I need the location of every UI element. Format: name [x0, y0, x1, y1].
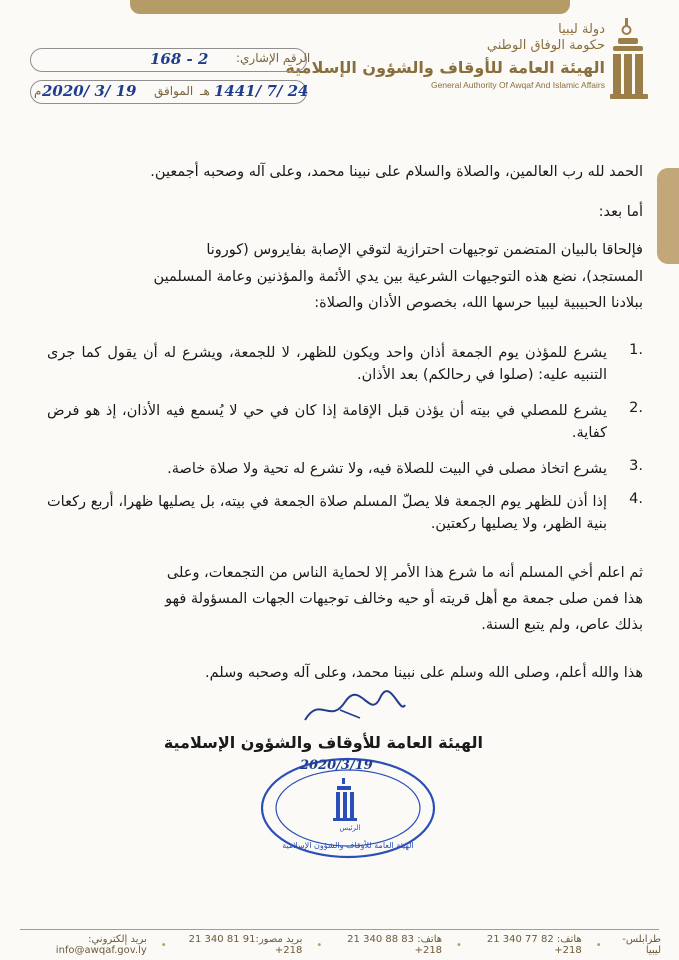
agreement-label: الموافق — [154, 84, 194, 98]
footer-separator: • — [595, 939, 602, 951]
list-item: يشرع للمؤذن يوم الجمعة أذان واحد ويكون للظهر، لا للجمعة، ويشرع له أن يقول كما جرى التنبيه عليه: (صلوا في رحالكم) بعد الأذان. — [47, 345, 607, 383]
handwritten-signature — [300, 690, 410, 730]
org-authority-name-english: General Authority Of Awqaf And Islamic Affairs — [430, 80, 605, 90]
gregorian-date-value: 2020/ 3/ 19 — [42, 82, 137, 100]
stamp-role: الرئيس — [339, 824, 361, 832]
amma-baad: أما بعد: — [598, 204, 643, 220]
closing-line-2: هذا فمن صلى جمعة مع أهل قريته أو حيه وخالف توجيهات الجهات المسؤولة فهو — [165, 591, 643, 607]
stamp-org: الهيئة العامة للأوقاف والشؤون الإسلامية — [282, 841, 414, 850]
hijri-suffix: هـ — [200, 84, 210, 98]
top-decorative-band — [130, 0, 570, 14]
list-item: إذا أذن للظهر يوم الجمعة فلا يصلّ المسلم صلاة الجمعة في بيته، بل يصليها ظهرا، أربع ركعات بنية الظهر، ولا يصليها ركعتين. — [47, 494, 607, 532]
org-country: دولة ليبيا — [558, 22, 605, 37]
gregorian-suffix: م — [34, 84, 42, 98]
closing-line-3: بذلك عاص، ولم يتبع السنة. — [481, 617, 643, 633]
reference-number-value: 168 - 2 — [150, 50, 209, 68]
awqaf-logo-icon — [610, 18, 648, 100]
list-item: يشرع للمصلي في بيته أن يؤذن قبل الإقامة إذا كان في حي لا يُسمع فيه الأذان، إذ هو فرض كفاية. — [47, 403, 607, 441]
final-salutation: هذا والله أعلم، وصلى الله وسلم على نبينا محمد، وعلى آله وصحبه وسلم. — [205, 665, 643, 681]
footer-phone: هاتف: 82 77 340 21 218+ — [486, 934, 582, 956]
item-number: 4. — [629, 491, 643, 507]
footer-separator: • — [160, 939, 167, 951]
footer-separator: • — [316, 939, 323, 951]
intro-line-2: المستجد)، نضع هذه التوجيهات الشرعية بين يدي الأئمة والمؤذنين وعامة المسلمين — [153, 269, 643, 285]
opening-praise: الحمد لله رب العالمين، والصلاة والسلام على نبينا محمد، وعلى آله وصحبه أجمعين. — [150, 164, 643, 180]
reference-number-label: الرقم الإشاري: — [236, 51, 311, 65]
footer-city: طرابلس-ليبيا — [622, 934, 661, 956]
list-item: يشرع اتخاذ مصلى في البيت للصلاة فيه، ولا تشرع له تحية ولا صلاة خاصة. — [167, 461, 607, 477]
item-number: 3. — [629, 458, 643, 474]
intro-line-1: فإلحاقا بالبيان المتضمن توجيهات احترازية لتوقي الإصابة بفايروس (كورونا — [206, 242, 643, 258]
hijri-date-value: 1441/ 7/ 24 — [214, 82, 309, 100]
closing-line-1: ثم اعلم أخي المسلم أنه ما شرع هذا الأمر إلا لحماية الناس من التجمعات، وعلى — [166, 565, 643, 581]
intro-line-3: ببلادنا الحبيبية ليبيا حرسها الله، بخصوص الأذان والصلاة: — [314, 295, 643, 311]
item-number: 2. — [629, 400, 643, 416]
footer-separator: • — [456, 939, 462, 951]
stamp-date: 2020/3/19 — [300, 758, 373, 773]
org-authority-name: الهيئة العامة للأوقاف والشؤون الإسلامية — [285, 58, 605, 77]
org-government: حكومة الوفاق الوطني — [486, 38, 605, 53]
item-number: 1. — [629, 342, 643, 358]
footer-fax: هاتف: 83 88 340 21 218+ — [347, 934, 443, 956]
footer — [0, 930, 679, 960]
footer-po-box: بريد مصور:91 81 340 21 218+ — [188, 934, 303, 956]
side-decorative-tab — [657, 168, 679, 264]
footer-email: بريد إلكتروني: info@awqaf.gov.ly — [55, 934, 147, 956]
signature-authority-title: الهيئة العامة للأوقاف والشؤون الإسلامية — [163, 733, 483, 752]
